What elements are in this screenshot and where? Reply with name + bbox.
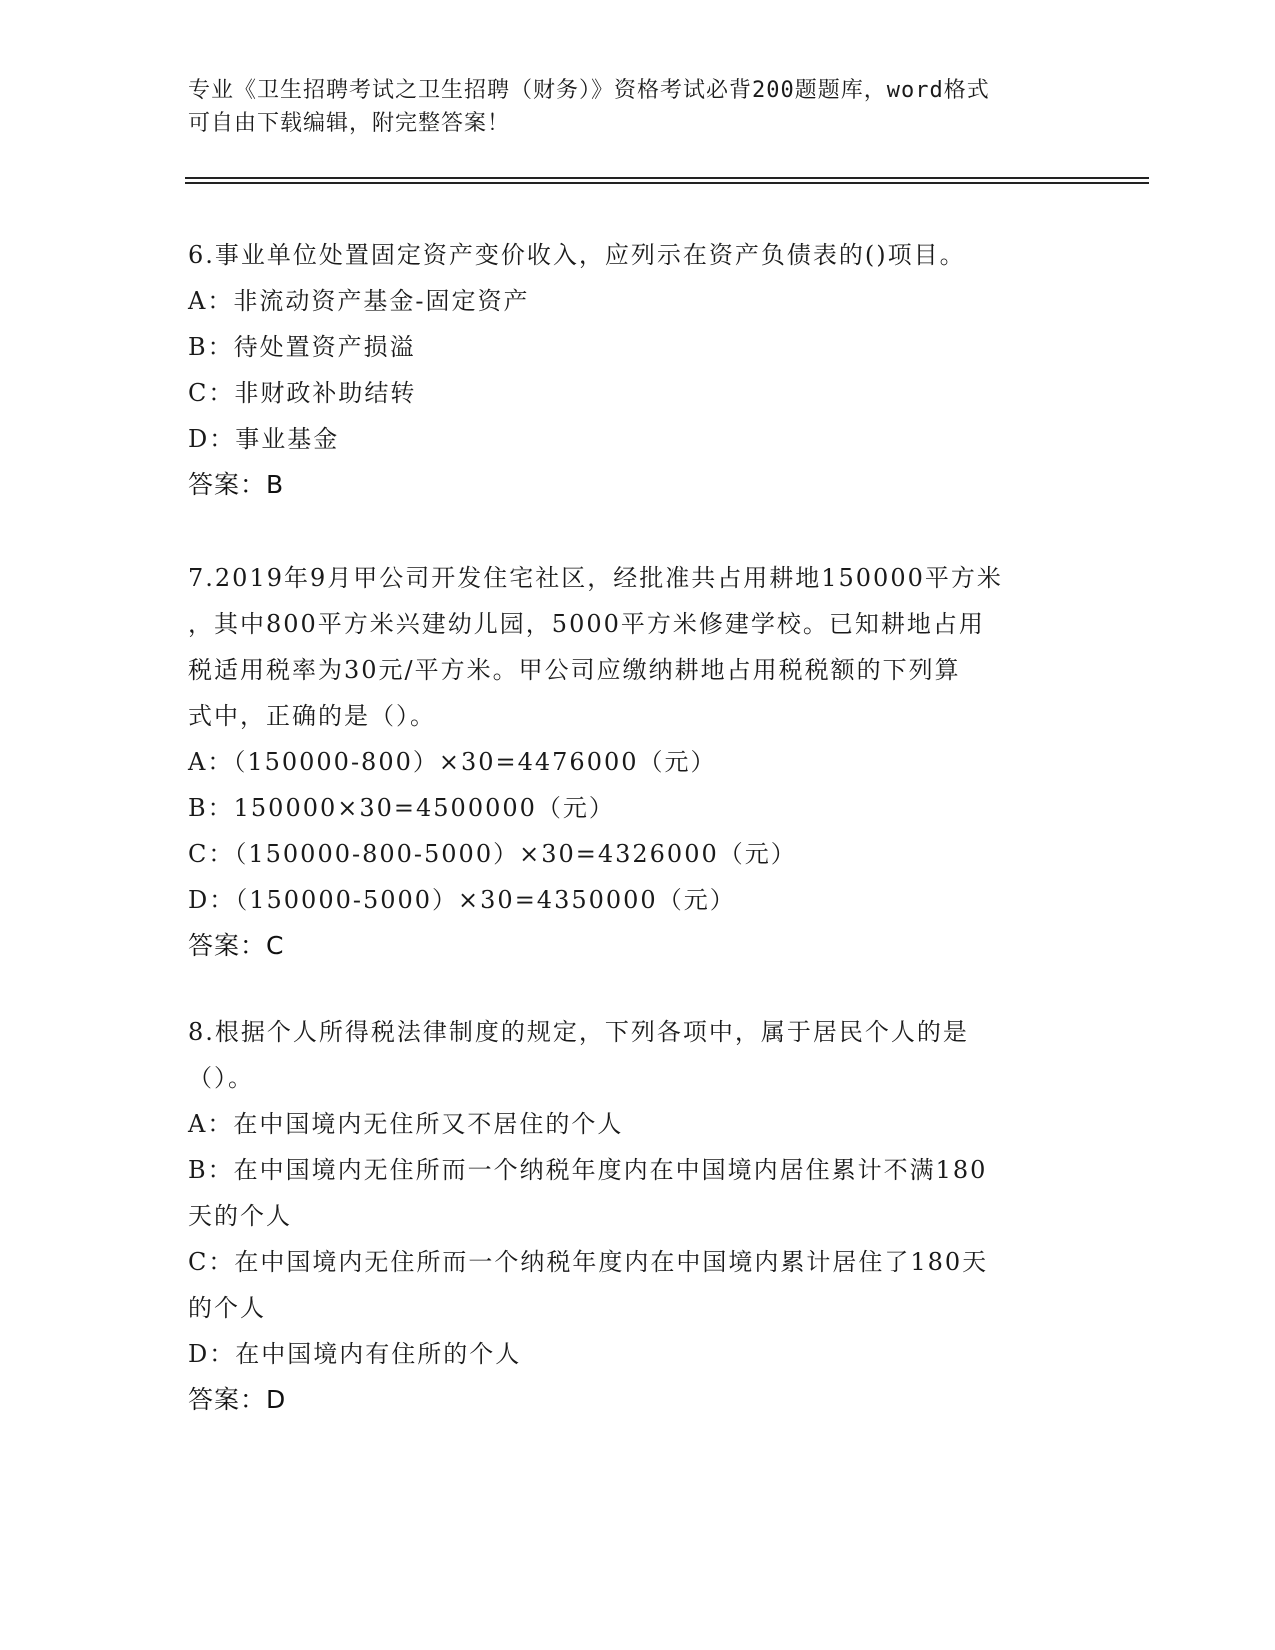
option-text-continued: 的个人 — [188, 1294, 266, 1322]
answer-label: 答案：D — [188, 1385, 287, 1414]
question-stem-line: 7.2019年9月甲公司开发住宅社区，经批准共占用耕地150000平方米 — [188, 564, 1003, 592]
option-text: B：在中国境内无住所而一个纳税年度内在中国境内居住累计不满180 — [188, 1156, 988, 1184]
option-a — [188, 1101, 1088, 1147]
option-text: A：在中国境内无住所又不居住的个人 — [188, 1110, 624, 1138]
question-stem — [188, 555, 1088, 739]
header-divider-bottom — [185, 182, 1149, 184]
question-stem-line: 6.事业单位处置固定资产变价收入，应列示在资产负债表的()项目。 — [188, 241, 966, 269]
question-stem-line: ，其中800平方米兴建幼儿园，5000平方米修建学校。已知耕地占用 — [188, 610, 985, 638]
question-8 — [188, 1009, 1088, 1423]
option-a — [188, 278, 1088, 324]
option-c — [188, 831, 1088, 877]
option-c — [188, 1239, 1088, 1331]
option-a — [188, 739, 1088, 785]
question-stem-line: （）。 — [188, 1064, 254, 1092]
option-d — [188, 877, 1088, 923]
option-text: D：在中国境内有住所的个人 — [188, 1340, 522, 1368]
question-stem-line: 8.根据个人所得税法律制度的规定，下列各项中，属于居民个人的是 — [188, 1018, 969, 1046]
question-stem-line: 式中，正确的是（）。 — [188, 702, 436, 730]
option-b — [188, 324, 1088, 370]
question-stem-line: 税适用税率为30元/平方米。甲公司应缴纳耕地占用税税额的下列算 — [188, 656, 961, 684]
document-header — [188, 74, 1068, 140]
option-d — [188, 1331, 1088, 1377]
answer-label: 答案：C — [188, 931, 285, 960]
question-6 — [188, 232, 1088, 508]
question-stem — [188, 232, 1088, 278]
option-b — [188, 1147, 1088, 1239]
option-text-continued: 天的个人 — [188, 1202, 292, 1230]
option-text: C：非财政补助结转 — [188, 379, 417, 407]
header-divider-top — [185, 177, 1149, 179]
option-text: C：在中国境内无住所而一个纳税年度内在中国境内累计居住了180天 — [188, 1248, 989, 1276]
option-c — [188, 370, 1088, 416]
option-text: D：（150000-5000）×30=4350000（元） — [188, 886, 736, 914]
option-text: A：非流动资产基金-固定资产 — [188, 287, 530, 315]
answer-label: 答案：B — [188, 470, 285, 499]
question-stem — [188, 1009, 1088, 1101]
option-text: D：事业基金 — [188, 425, 340, 453]
header-title-line-2: 可自由下载编辑，附完整答案！ — [188, 111, 511, 136]
option-text: A：（150000-800）×30=4476000（元） — [188, 748, 717, 776]
question-7 — [188, 555, 1088, 969]
option-d — [188, 416, 1088, 462]
option-text: B：150000×30=4500000（元） — [188, 794, 615, 822]
option-text: C：（150000-800-5000）×30=4326000（元） — [188, 840, 797, 868]
header-title-line-1: 专业《卫生招聘考试之卫生招聘（财务）》资格考试必背200题题库，word格式 — [188, 78, 990, 103]
option-b — [188, 785, 1088, 831]
option-text: B：待处置资产损溢 — [188, 333, 416, 361]
